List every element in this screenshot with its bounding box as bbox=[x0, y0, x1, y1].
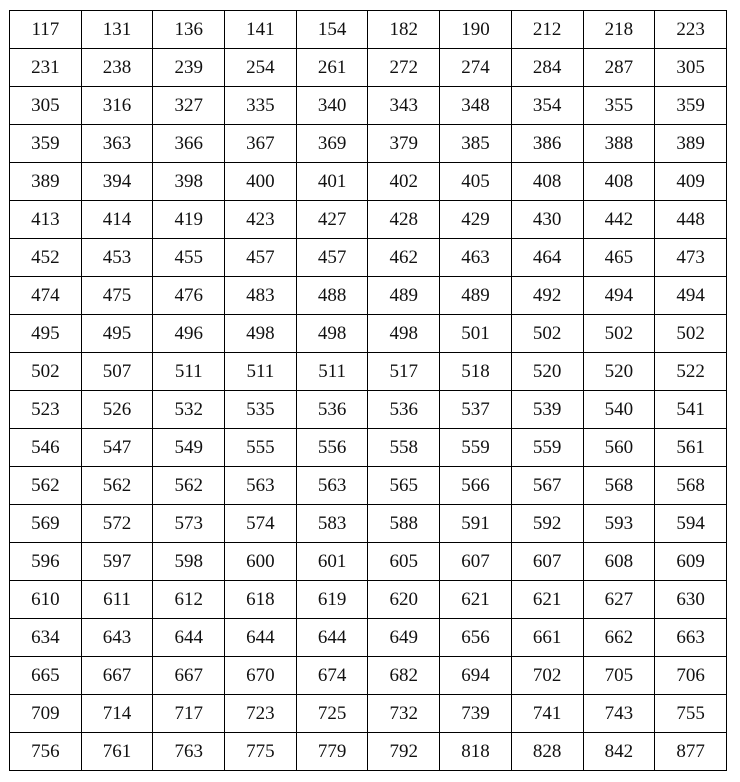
table-cell: 117 bbox=[10, 11, 82, 49]
table-cell: 643 bbox=[81, 619, 153, 657]
table-cell: 608 bbox=[583, 543, 655, 581]
table-cell: 566 bbox=[440, 467, 512, 505]
table-cell: 182 bbox=[368, 11, 440, 49]
table-cell: 656 bbox=[440, 619, 512, 657]
table-cell: 238 bbox=[81, 49, 153, 87]
table-cell: 463 bbox=[440, 239, 512, 277]
table-cell: 511 bbox=[225, 353, 297, 391]
table-cell: 779 bbox=[296, 733, 368, 771]
table-cell: 494 bbox=[583, 277, 655, 315]
table-cell: 520 bbox=[583, 353, 655, 391]
table-cell: 131 bbox=[81, 11, 153, 49]
table-cell: 661 bbox=[511, 619, 583, 657]
table-cell: 495 bbox=[81, 315, 153, 353]
table-cell: 359 bbox=[655, 87, 727, 125]
table-cell: 601 bbox=[296, 543, 368, 581]
table-cell: 305 bbox=[655, 49, 727, 87]
table-cell: 558 bbox=[368, 429, 440, 467]
table-cell: 621 bbox=[440, 581, 512, 619]
table-cell: 502 bbox=[10, 353, 82, 391]
table-row bbox=[10, 353, 727, 391]
table-cell: 560 bbox=[583, 429, 655, 467]
table-cell: 559 bbox=[511, 429, 583, 467]
table-cell: 792 bbox=[368, 733, 440, 771]
table-cell: 600 bbox=[225, 543, 297, 581]
table-cell: 562 bbox=[81, 467, 153, 505]
table-cell: 386 bbox=[511, 125, 583, 163]
table-cell: 398 bbox=[153, 163, 225, 201]
table-cell: 448 bbox=[655, 201, 727, 239]
table-cell: 662 bbox=[583, 619, 655, 657]
table-cell: 522 bbox=[655, 353, 727, 391]
table-row bbox=[10, 581, 727, 619]
table-cell: 136 bbox=[153, 11, 225, 49]
table-row bbox=[10, 695, 727, 733]
table-cell: 540 bbox=[583, 391, 655, 429]
table-cell: 588 bbox=[368, 505, 440, 543]
table-cell: 709 bbox=[10, 695, 82, 733]
table-cell: 725 bbox=[296, 695, 368, 733]
table-cell: 598 bbox=[153, 543, 225, 581]
table-row bbox=[10, 125, 727, 163]
table-cell: 423 bbox=[225, 201, 297, 239]
table-row bbox=[10, 87, 727, 125]
table-body bbox=[10, 11, 727, 771]
table-cell: 828 bbox=[511, 733, 583, 771]
table-cell: 563 bbox=[225, 467, 297, 505]
table-cell: 594 bbox=[655, 505, 727, 543]
table-cell: 541 bbox=[655, 391, 727, 429]
table-cell: 583 bbox=[296, 505, 368, 543]
table-cell: 663 bbox=[655, 619, 727, 657]
table-cell: 366 bbox=[153, 125, 225, 163]
table-cell: 401 bbox=[296, 163, 368, 201]
table-cell: 457 bbox=[296, 239, 368, 277]
table-cell: 535 bbox=[225, 391, 297, 429]
table-cell: 739 bbox=[440, 695, 512, 733]
table-cell: 755 bbox=[655, 695, 727, 733]
table-cell: 394 bbox=[81, 163, 153, 201]
table-cell: 355 bbox=[583, 87, 655, 125]
table-cell: 359 bbox=[10, 125, 82, 163]
table-cell: 284 bbox=[511, 49, 583, 87]
table-cell: 494 bbox=[655, 277, 727, 315]
table-cell: 644 bbox=[153, 619, 225, 657]
table-cell: 388 bbox=[583, 125, 655, 163]
table-cell: 498 bbox=[225, 315, 297, 353]
table-cell: 442 bbox=[583, 201, 655, 239]
table-cell: 402 bbox=[368, 163, 440, 201]
table-cell: 775 bbox=[225, 733, 297, 771]
table-cell: 363 bbox=[81, 125, 153, 163]
table-cell: 526 bbox=[81, 391, 153, 429]
table-cell: 385 bbox=[440, 125, 512, 163]
table-cell: 761 bbox=[81, 733, 153, 771]
table-cell: 502 bbox=[655, 315, 727, 353]
table-row bbox=[10, 163, 727, 201]
table-cell: 452 bbox=[10, 239, 82, 277]
table-cell: 141 bbox=[225, 11, 297, 49]
table-cell: 389 bbox=[655, 125, 727, 163]
table-cell: 287 bbox=[583, 49, 655, 87]
table-cell: 429 bbox=[440, 201, 512, 239]
table-cell: 644 bbox=[225, 619, 297, 657]
table-cell: 419 bbox=[153, 201, 225, 239]
table-cell: 597 bbox=[81, 543, 153, 581]
table-cell: 605 bbox=[368, 543, 440, 581]
table-cell: 212 bbox=[511, 11, 583, 49]
table-cell: 555 bbox=[225, 429, 297, 467]
table-cell: 389 bbox=[10, 163, 82, 201]
table-cell: 489 bbox=[368, 277, 440, 315]
table-row bbox=[10, 201, 727, 239]
table-cell: 502 bbox=[511, 315, 583, 353]
table-cell: 705 bbox=[583, 657, 655, 695]
table-cell: 609 bbox=[655, 543, 727, 581]
table-cell: 408 bbox=[511, 163, 583, 201]
table-row bbox=[10, 657, 727, 695]
table-cell: 562 bbox=[10, 467, 82, 505]
table-cell: 489 bbox=[440, 277, 512, 315]
table-cell: 591 bbox=[440, 505, 512, 543]
table-cell: 340 bbox=[296, 87, 368, 125]
table-cell: 569 bbox=[10, 505, 82, 543]
table-cell: 348 bbox=[440, 87, 512, 125]
table-cell: 488 bbox=[296, 277, 368, 315]
table-cell: 682 bbox=[368, 657, 440, 695]
table-cell: 627 bbox=[583, 581, 655, 619]
table-cell: 694 bbox=[440, 657, 512, 695]
table-cell: 568 bbox=[583, 467, 655, 505]
table-cell: 462 bbox=[368, 239, 440, 277]
table-cell: 536 bbox=[368, 391, 440, 429]
table-cell: 649 bbox=[368, 619, 440, 657]
table-cell: 517 bbox=[368, 353, 440, 391]
table-row bbox=[10, 315, 727, 353]
table-cell: 498 bbox=[296, 315, 368, 353]
table-cell: 592 bbox=[511, 505, 583, 543]
table-cell: 430 bbox=[511, 201, 583, 239]
table-cell: 501 bbox=[440, 315, 512, 353]
table-cell: 549 bbox=[153, 429, 225, 467]
table-cell: 532 bbox=[153, 391, 225, 429]
table-cell: 756 bbox=[10, 733, 82, 771]
data-table bbox=[9, 10, 727, 771]
table-cell: 702 bbox=[511, 657, 583, 695]
table-cell: 562 bbox=[153, 467, 225, 505]
table-cell: 428 bbox=[368, 201, 440, 239]
table-cell: 316 bbox=[81, 87, 153, 125]
table-cell: 475 bbox=[81, 277, 153, 315]
table-row bbox=[10, 239, 727, 277]
table-cell: 465 bbox=[583, 239, 655, 277]
table-cell: 667 bbox=[153, 657, 225, 695]
table-cell: 644 bbox=[296, 619, 368, 657]
table-cell: 496 bbox=[153, 315, 225, 353]
table-row bbox=[10, 543, 727, 581]
table-cell: 611 bbox=[81, 581, 153, 619]
table-cell: 327 bbox=[153, 87, 225, 125]
table-cell: 379 bbox=[368, 125, 440, 163]
table-cell: 546 bbox=[10, 429, 82, 467]
table-cell: 498 bbox=[368, 315, 440, 353]
table-cell: 621 bbox=[511, 581, 583, 619]
table-cell: 511 bbox=[153, 353, 225, 391]
table-cell: 408 bbox=[583, 163, 655, 201]
table-cell: 154 bbox=[296, 11, 368, 49]
table-cell: 536 bbox=[296, 391, 368, 429]
table-row bbox=[10, 619, 727, 657]
table-cell: 518 bbox=[440, 353, 512, 391]
table-cell: 593 bbox=[583, 505, 655, 543]
table-cell: 274 bbox=[440, 49, 512, 87]
table-row bbox=[10, 277, 727, 315]
table-cell: 261 bbox=[296, 49, 368, 87]
table-cell: 474 bbox=[10, 277, 82, 315]
table-cell: 732 bbox=[368, 695, 440, 733]
table-cell: 619 bbox=[296, 581, 368, 619]
table-row bbox=[10, 49, 727, 87]
table-row bbox=[10, 505, 727, 543]
table-cell: 507 bbox=[81, 353, 153, 391]
table-cell: 502 bbox=[583, 315, 655, 353]
table-cell: 464 bbox=[511, 239, 583, 277]
table-cell: 630 bbox=[655, 581, 727, 619]
table-cell: 607 bbox=[440, 543, 512, 581]
table-cell: 607 bbox=[511, 543, 583, 581]
table-cell: 559 bbox=[440, 429, 512, 467]
table-cell: 413 bbox=[10, 201, 82, 239]
table-cell: 520 bbox=[511, 353, 583, 391]
table-cell: 405 bbox=[440, 163, 512, 201]
table-cell: 556 bbox=[296, 429, 368, 467]
table-cell: 714 bbox=[81, 695, 153, 733]
table-cell: 665 bbox=[10, 657, 82, 695]
table-cell: 354 bbox=[511, 87, 583, 125]
table-cell: 537 bbox=[440, 391, 512, 429]
table-cell: 563 bbox=[296, 467, 368, 505]
table-cell: 239 bbox=[153, 49, 225, 87]
table-cell: 409 bbox=[655, 163, 727, 201]
table-cell: 455 bbox=[153, 239, 225, 277]
table-cell: 620 bbox=[368, 581, 440, 619]
table-cell: 717 bbox=[153, 695, 225, 733]
table-cell: 706 bbox=[655, 657, 727, 695]
table-cell: 568 bbox=[655, 467, 727, 505]
table-cell: 842 bbox=[583, 733, 655, 771]
table-cell: 367 bbox=[225, 125, 297, 163]
table-cell: 305 bbox=[10, 87, 82, 125]
table-cell: 610 bbox=[10, 581, 82, 619]
table-cell: 573 bbox=[153, 505, 225, 543]
table-row bbox=[10, 11, 727, 49]
table-cell: 511 bbox=[296, 353, 368, 391]
table-cell: 818 bbox=[440, 733, 512, 771]
table-cell: 574 bbox=[225, 505, 297, 543]
table-cell: 877 bbox=[655, 733, 727, 771]
table-cell: 634 bbox=[10, 619, 82, 657]
table-cell: 190 bbox=[440, 11, 512, 49]
table-cell: 547 bbox=[81, 429, 153, 467]
table-cell: 539 bbox=[511, 391, 583, 429]
table-cell: 476 bbox=[153, 277, 225, 315]
table-cell: 565 bbox=[368, 467, 440, 505]
table-row bbox=[10, 391, 727, 429]
table-cell: 741 bbox=[511, 695, 583, 733]
table-cell: 400 bbox=[225, 163, 297, 201]
table-cell: 763 bbox=[153, 733, 225, 771]
table-cell: 223 bbox=[655, 11, 727, 49]
table-cell: 427 bbox=[296, 201, 368, 239]
table-cell: 343 bbox=[368, 87, 440, 125]
table-cell: 618 bbox=[225, 581, 297, 619]
table-cell: 369 bbox=[296, 125, 368, 163]
table-cell: 414 bbox=[81, 201, 153, 239]
table-cell: 670 bbox=[225, 657, 297, 695]
table-cell: 667 bbox=[81, 657, 153, 695]
table-cell: 272 bbox=[368, 49, 440, 87]
table-cell: 483 bbox=[225, 277, 297, 315]
table-cell: 254 bbox=[225, 49, 297, 87]
table-cell: 567 bbox=[511, 467, 583, 505]
table-cell: 453 bbox=[81, 239, 153, 277]
table-cell: 495 bbox=[10, 315, 82, 353]
table-cell: 743 bbox=[583, 695, 655, 733]
table-cell: 457 bbox=[225, 239, 297, 277]
table-cell: 674 bbox=[296, 657, 368, 695]
table-cell: 612 bbox=[153, 581, 225, 619]
table-row bbox=[10, 733, 727, 771]
table-cell: 723 bbox=[225, 695, 297, 733]
table-row bbox=[10, 467, 727, 505]
table-cell: 492 bbox=[511, 277, 583, 315]
table-cell: 523 bbox=[10, 391, 82, 429]
table-cell: 596 bbox=[10, 543, 82, 581]
table-cell: 218 bbox=[583, 11, 655, 49]
table-cell: 572 bbox=[81, 505, 153, 543]
table-row bbox=[10, 429, 727, 467]
table-cell: 231 bbox=[10, 49, 82, 87]
table-cell: 561 bbox=[655, 429, 727, 467]
table-cell: 335 bbox=[225, 87, 297, 125]
table-cell: 473 bbox=[655, 239, 727, 277]
